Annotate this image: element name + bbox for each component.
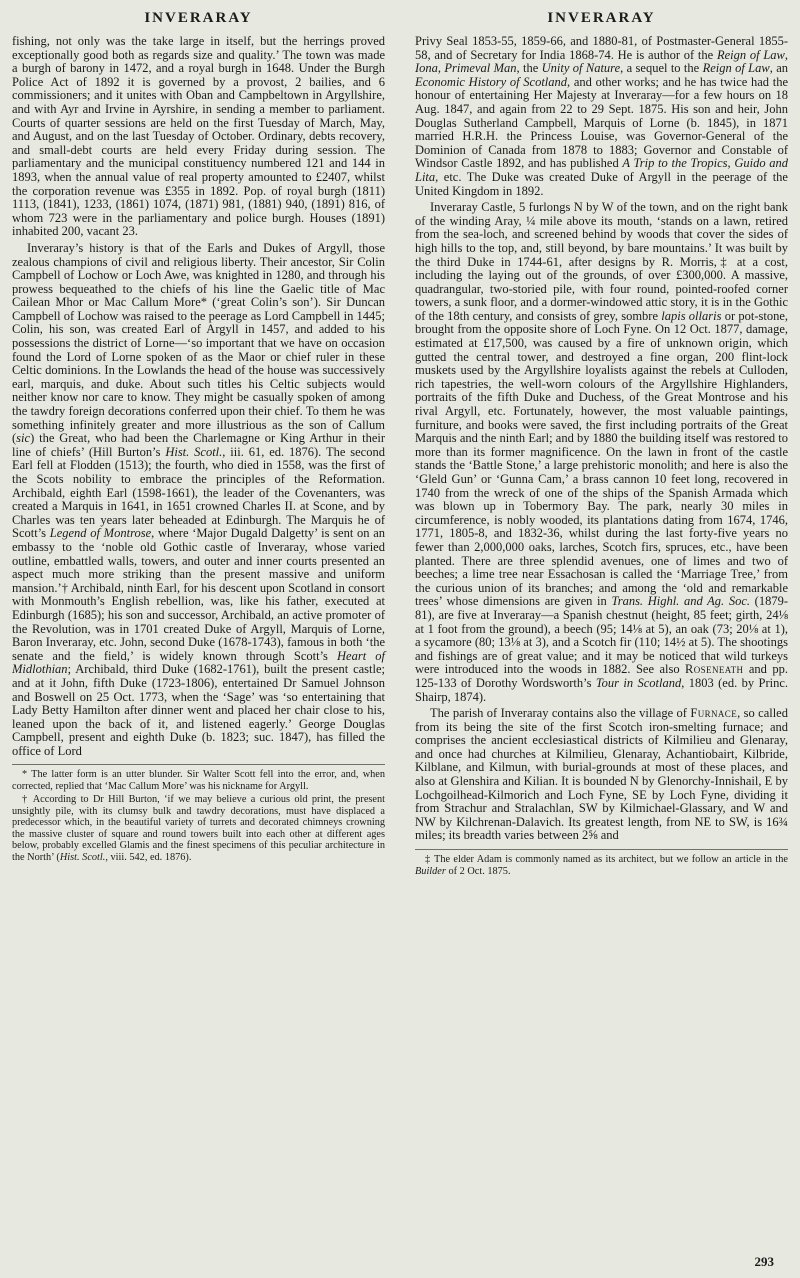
left-footnotes [12,769,385,863]
left-paragraph-history: Inveraray’s history is that of the Earls and Dukes of Argyll, those zealous champions of civil and religious liberty. Their ancestor, Sir Colin Campbell of Lochow or Loch Awe, was knighted in 1280, and through his prowess bequeathed to the chiefs of his line the Gaelic title of Mac Cailean Mhor or Mac Callum More* (‘great Colin’s son’). Sir Duncan Campbell of Lochow was raised to the peerage as Lord Campbell in 1445; Colin, his son, was created Earl of Argyll in 1457, and added to his possessions the district of Lorne—‘so important that we have on occasion found the Lord of Lorne spoken of as the Maor or chief ruler in these Celtic dominions. In the Lowlands the head of the house was successively earl, marquis, and duke. About such titles his Celtic subjects would neither know nor care to know. They might be casually spoken of among the tawdry foreign decorations conferred upon their chief. To them he was something infinitely greater and more illustrious as the son of Callum (sic) the Great, who had been the Charlemagne or King Arthur in their line of chiefs’ (Hill Burton’s Hist. Scotl., iii. 61, ed. 1876). The second Earl fell at Flodden (1513); the fourth, who died in 1558, was the first of the Scots nobility to embrace the principles of the Reformation. Archibald, eighth Earl (1598-1661), the leader of the Covenanters, was created a Marquis in 1641, in 1651 crowned Charles II. at Scone, and by Charles was ten years later beheaded at Edinburgh. The Marquis he of Scott’s Legend of Montrose, where ‘Major Dugald Dalgetty’ is sent on an embassy to the ‘noble old Gothic castle of Inveraray, whose varied outline, embattled walls, towers, and outer and inner courts presented an aspect much more striking than the present massive and uniform mansion.’† Archibald, ninth Earl, for his descent upon Scotland in consort with Monmouth’s English rebellion, was, like his father, executed at Edinburgh (1685); his son and successor, Archibald, an active promoter of the Revolution, was in 1701 created Duke of Argyll, Marquis of Lorne, Baron Inveraray, etc. John, second Duke (1678-1743), famous in both ‘the senate and the field,’ is widely known through Scott’s Heart of Midlothian; Archibald, third Duke (1682-1761), built the present castle; and at it John, fifth Duke (1723-1806), entertained Dr Samuel Johnson and Boswell on 25 Oct. 1773, when the ‘Sage’ was ‘so entertaining that Lady Betty Hamilton after dinner went and placed her chair close to his, leaned upon the back of it, and listened eagerly.’ George Douglas Campbell, present and eighth Duke (b. 1823; suc. 1847), has filled the office of Lord [12,240,385,758]
right-paragraph-continuation: Privy Seal 1853-55, 1859-66, and 1880-81, of Postmaster-General 1855-58, and of Secretary for India 1868-74. He is author of the Reign of Law, Iona, Primeval Man, the Unity of Nature, a sequel to the Reign of Law, an Economic History of Scotland, and other works; and he has twice had the honour of entertaining Her Majesty at Inveraray—for a few hours on 18 Aug. 1847, and again from 22 to 29 Sept. 1875. His son and heir, John Douglas Sutherland Campbell, Marquis of Lorne (b. 1845), in 1871 married H.R.H. the Princess Louise, was Governor-General of the Dominion of Canada from 1878 to 1883; Governor and Constable of Windsor Castle 1892, and has published A Trip to the Tropics, Guido and Lita, etc. The Duke was created Duke of Argyll in the peerage of the United Kingdom in 1892. [415,34,789,198]
right-footnotes [415,854,788,877]
right-column [415,8,788,877]
page-number: 293 [754,1254,774,1269]
right-footnote-divider [415,849,788,850]
left-footnote-divider [12,764,385,765]
right-running-header: INVERARAY [547,10,656,26]
footnote-dagger: † According to Dr Hill Burton, ‘if we may believe a curious old print, the present unsightly pile, with its clumsy bulk and tawdry decorations, must have displaced a predecessor which, in the beautiful variety of turrets and decorated chimneys crowning the massive cluster of square and round towers built into each other at different ages below, probably excelled Glamis and the finest specimens of this peculiar architecture in the North’ (Hist. Scotl., viii. 542, ed. 1876). [12,794,385,863]
left-column-body [12,35,385,758]
footnote-double-dagger: ‡ The elder Adam is commonly named as its architect, but we follow an article in the Builder of 2 Oct. 1875. [415,854,788,877]
two-column-layout [12,8,788,877]
left-running-header: INVERARAY [144,10,253,26]
footnote-asterisk: * The latter form is an utter blunder. Sir Walter Scott fell into the error, and, when corrected, replied that ‘Mac Callum More’ was his nickname for Argyll. [12,769,385,792]
left-column [12,8,385,877]
left-paragraph-continuation: fishing, not only was the take large in itself, but the herrings proved exceptionally good both as regards size and quality.’ The town was made a burgh of barony in 1472, and a royal burgh in 1648. Under the Burgh Police Act of 1892 it is governed by a provost, 2 bailies, and 6 commissioners; and it unites with Oban and Campbeltown in Argyllshire, and with Ayr and Irvine in Ayrshire, in sending a member to parliament. Courts of quarter sessions are held on the first Tuesday of March, May, and August, and on the last Tuesday of October. Ordinary, debts recovery, and small-debt courts are held every Friday during session. The parliamentary and the municipal constituency numbered 121 and 144 in 1893, when the annual value of real property amounted to £2407, whilst the corporation revenue was £355 in 1892. Pop. of royal burgh (1811) 1113, (1841), 1233, (1861) 1074, (1871) 981, (1881) 940, (1891) 816, of whom 723 were in the parliamentary and police burgh. Houses (1891) inhabited 200, vacant 23. [12,34,385,239]
right-column-body [415,35,788,843]
right-paragraph-parish: The parish of Inveraray contains also the village of Furnace, so called from its being the site of the first Scotch iron-smelting furnace; and comprises the ancient ecclesiastical districts of Kilmilieu and Glenaray, and once had churches at Kilmilieu, Glenaray, Achantiobairt, Kilbride, Kilblane, and Kilmun, with burial-grounds at most of these places, and also at Glenshira and Kilian. It is bounded N by Glenorchy-Innishail, E by Lochgoilhead-Kilmorich and Loch Fyne, SE by Loch Fyne, dividing it from Strachur and Stralachlan, SW by Kilmichael-Glassary, and W and NW by Kilchrenan-Dalavich. Its greatest length, from NE to SW, is 16¾ miles; its breadth varies between 2⅝ and [415,706,788,843]
right-paragraph-castle: Inveraray Castle, 5 furlongs N by W of the town, and on the right bank of the winding Aray, ¼ mile above its mouth, ‘stands on a lawn, retired from the sea-loch, and screened behind by woods that cover the sides of high hills to the top, and, still beyond, by bare mountains.’ It was built by the third Duke in 1744-61, after designs by R. Morris,‡ at a cost, including the laying out of the grounds, of over £300,000. A massive, quadrangular, two-storied pile, with four round, pointed-roofed corner towers, a sunk floor, and a dormer-windowed attic story, it is in the Gothic of the 18th century, and consists of grey, sombre lapis ollaris or pot-stone, brought from the opposite shore of Loch Fyne. On 12 Oct. 1877, damage, estimated at £17,500, was caused by a fire of unknown origin, which gutted the central tower, and destroyed a fine organ, 200 flint-lock muskets used by the Argyllshire loyalists against the rebels at Culloden, rich tapestries, the well-worn colours of the Argyllshire Highlanders, portraits of the fifth Duke and Duchess, of the Great Montrose and his rival Argyll, etc. Fortunately, however, the most valuable paintings, furniture, and books were saved, the first including portraits of the Great Marquis and the ninth Earl; and by 1880 the building itself was restored to more than its former magnificence. On the lawn in front of the castle stands the ‘Battle Stone,’ a large prehistoric monolith; and here is also the ‘Gleld Gun’ or ‘Gunna Cam,’ a brass cannon 10 feet long, recovered in 1740 from the wreck of one of the ships of the Spanish Armada which was blown up in Tobermory Bay. The park, nearly 30 miles in circumference, is nobly wooded, its plantations dating from 1674, 1746, 1771, 1805-8, and 1832-36, whilst during the last forty-five years no fewer than 2,000,000 oaks, larches, Scotch firs, spruces, etc., have been planted. There are three splendid avenues, one of limes and two of beeches; a lime tree near Essachosan is called the ‘Marriage Tree,’ from the curious union of its branches; and among the ‘old and remarkable trees’ whose dimensions are given in Trans. Highl. and Ag. Soc. (1879-81), are five at Inveraray—a Spanish chestnut (height, 85 feet; girth, 24⅛ at 1 foot from the ground), a beech (95; 14⅛ at 5), an oak (73; 20⅛ at 1), a sycamore (80; 13⅛ at 3), and a Scotch fir (110; 14½ at 5). The shootings and fishings are of great value; and it may be noticed that wild turkeys were introduced into the woods in 1882. See also Roseneath and pp. 125-133 of Dorothy Wordsworth’s Tour in Scotland, 1803 (ed. by Princ. Shairp, 1874). [415,200,789,704]
